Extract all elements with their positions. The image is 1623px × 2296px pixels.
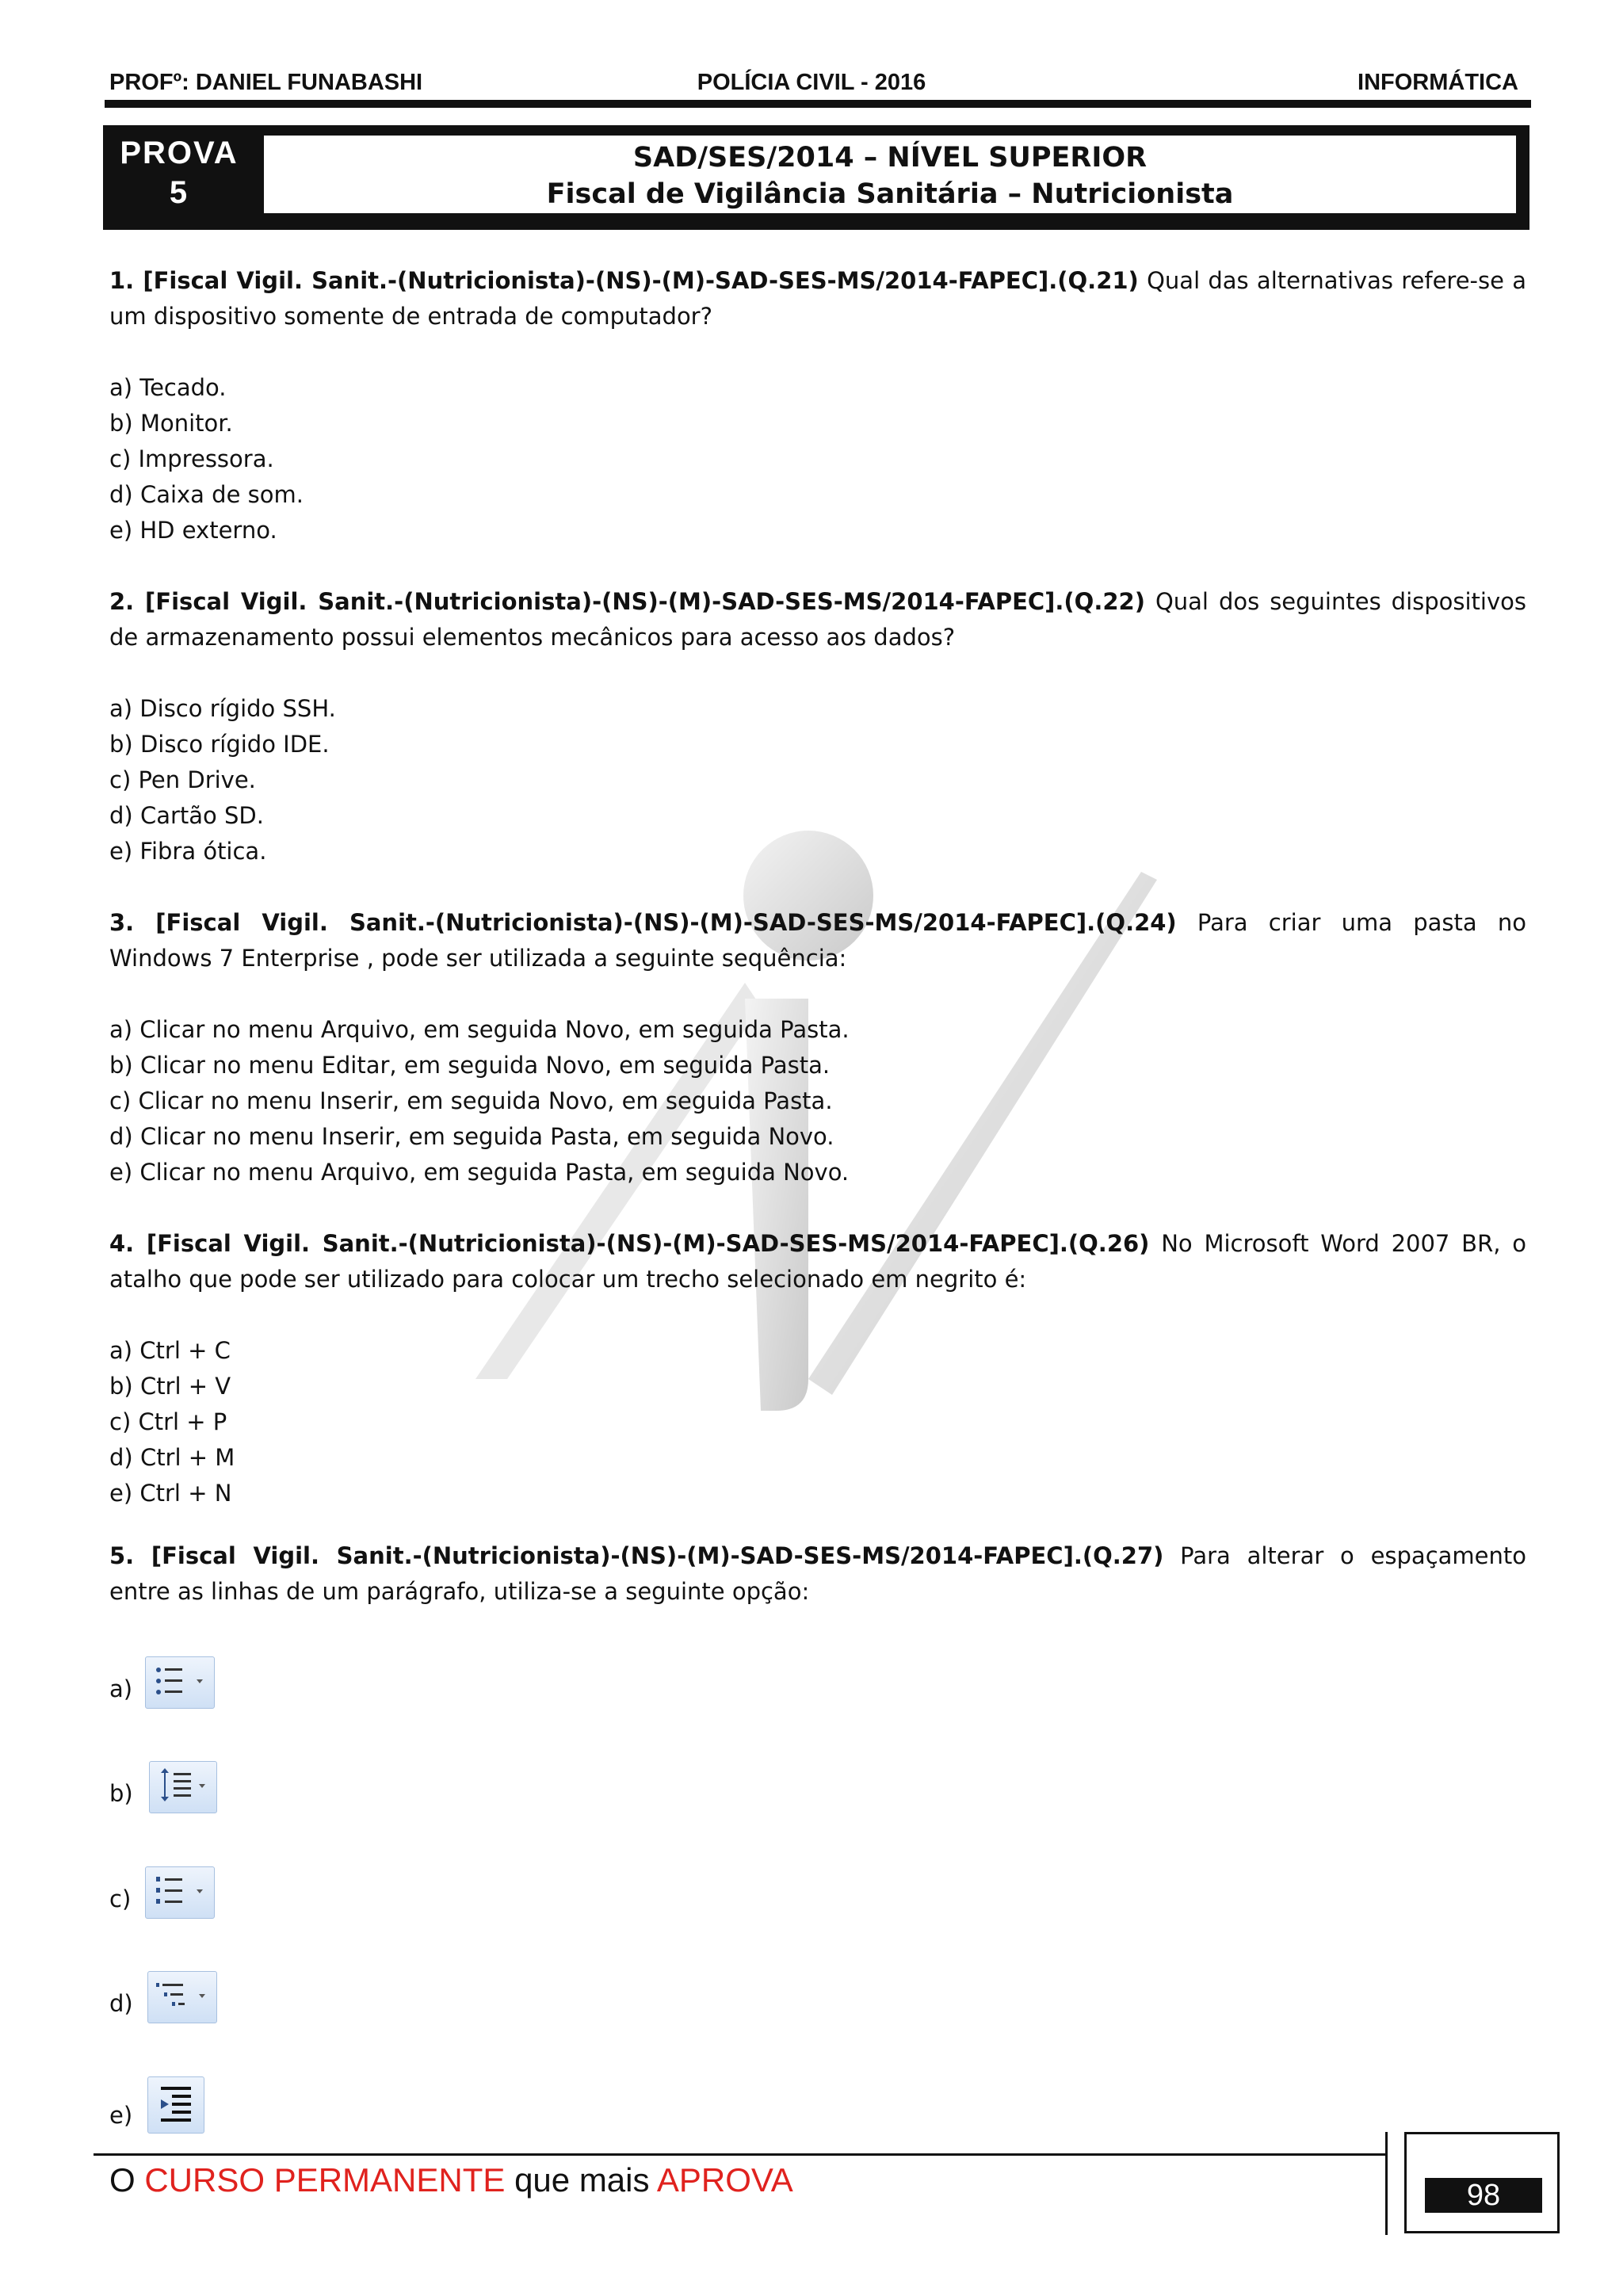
option-letter: a) (109, 1675, 133, 1702)
multilevel-list-icon (147, 1971, 217, 2023)
option-e: e) Fibra ótica. (109, 838, 267, 865)
option-c: c) Ctrl + P (109, 1408, 227, 1435)
question-stem (109, 1226, 1526, 1297)
prova-title-line1: SAD/SES/2014 – NÍVEL SUPERIOR (632, 142, 1148, 174)
question-5 (109, 1538, 1526, 1610)
header-rule (105, 100, 1531, 108)
option-d: d) Caixa de som. (109, 481, 304, 508)
slogan-highlight-1: CURSO PERMANENTE (144, 2161, 506, 2199)
prova-label (113, 133, 246, 222)
option-b: b) Clicar no menu Editar, em seguida Novo, em seguida Pasta. (109, 1052, 831, 1079)
option-b: b) Monitor. (109, 410, 233, 437)
option-letter: d) (109, 1990, 133, 2017)
option-e: e) Clicar no menu Arquivo, em seguida Pasta, em seguida Novo. (109, 1159, 850, 1186)
option-e: e) Ctrl + N (109, 1480, 232, 1507)
header-author: PROFº: DANIEL FUNABASHI (109, 70, 423, 95)
option-list (109, 370, 1526, 548)
question-text: Qual dos seguintes dispositivos de armazenamento possui elementos mecânicos para acesso aos dados? (109, 588, 1526, 651)
header-subject: INFORMÁTICA (1358, 70, 1518, 95)
numbering-icon (145, 1866, 215, 1919)
option-d: d) Clicar no menu Inserir, em seguida Pasta, em seguida Novo. (109, 1123, 834, 1150)
option-a: a) Tecado. (109, 374, 227, 401)
question-reference: 2. [Fiscal Vigil. Sanit.-(Nutricionista)-(NS)-(M)-SAD-SES-MS/2014-FAPEC].(Q.22) (109, 588, 1145, 615)
option-e: e) HD externo. (109, 517, 277, 544)
question-4 (109, 1226, 1526, 1511)
slogan-part-1: O (109, 2161, 145, 2199)
option-a: a) Ctrl + C (109, 1337, 231, 1364)
line-spacing-icon (149, 1761, 217, 1813)
prova-label-word: PROVA (120, 136, 239, 170)
decrease-indent-icon (147, 2076, 204, 2134)
option-d: d) Cartão SD. (109, 802, 264, 829)
question-stem (109, 905, 1526, 976)
slogan-part-3: que mais (505, 2161, 657, 2199)
header-exam: POLÍCIA CIVIL - 2016 (697, 70, 926, 95)
question-reference: 1. [Fiscal Vigil. Sanit.-(Nutricionista)-(NS)-(M)-SAD-SES-MS/2014-FAPEC].(Q.21) (109, 267, 1139, 294)
bullets-icon (145, 1656, 215, 1709)
question-text: No Microsoft Word 2007 BR, o atalho que pode ser utilizado para colocar um trecho selecionado em negrito é: (109, 1230, 1526, 1293)
option-list (109, 1333, 1526, 1511)
prova-label-number: 5 (169, 175, 189, 210)
option-list (109, 691, 1526, 869)
prova-title-line2: Fiscal de Vigilância Sanitária – Nutricionista (546, 178, 1234, 210)
option-c: c) Clicar no menu Inserir, em seguida Novo, em seguida Pasta. (109, 1087, 833, 1114)
option-b: b) Disco rígido IDE. (109, 731, 330, 758)
question-reference: 5. [Fiscal Vigil. Sanit.-(Nutricionista)-(NS)-(M)-SAD-SES-MS/2014-FAPEC].(Q.27) (109, 1542, 1164, 1569)
question-stem (109, 263, 1526, 334)
slogan-highlight-2: APROVA (656, 2161, 793, 2199)
prova-title (262, 133, 1518, 216)
question-text: Para alterar o espaçamento entre as linhas de um parágrafo, utiliza-se a seguinte opção: (109, 1542, 1526, 1605)
footer-divider (1385, 2132, 1388, 2235)
question-reference: 3. [Fiscal Vigil. Sanit.-(Nutricionista)-(NS)-(M)-SAD-SES-MS/2014-FAPEC].(Q.24) (109, 909, 1177, 936)
option-a: a) Disco rígido SSH. (109, 695, 336, 722)
question-reference: 4. [Fiscal Vigil. Sanit.-(Nutricionista)-(NS)-(M)-SAD-SES-MS/2014-FAPEC].(Q.26) (109, 1230, 1150, 1257)
question-stem (109, 1538, 1526, 1610)
question-3 (109, 905, 1526, 1190)
footer-slogan (109, 2161, 793, 2199)
option-d: d) Ctrl + M (109, 1444, 235, 1471)
option-a: a) Clicar no menu Arquivo, em seguida Novo, em seguida Pasta. (109, 1016, 850, 1043)
option-c: c) Pen Drive. (109, 766, 256, 793)
option-b: b) Ctrl + V (109, 1373, 231, 1400)
option-c: c) Impressora. (109, 445, 274, 472)
option-letter: e) (109, 2102, 133, 2129)
question-text: Qual das alternativas refere-se a um dispositivo somente de entrada de computador? (109, 267, 1527, 330)
question-text: Para criar uma pasta no Windows 7 Enterprise , pode ser utilizada a seguinte sequência: (109, 909, 1527, 972)
question-stem (109, 584, 1526, 655)
page-number: 98 (1425, 2178, 1542, 2213)
option-list (109, 1012, 1526, 1190)
option-letter: c) (109, 1885, 132, 1912)
option-letter: b) (109, 1780, 133, 1807)
question-1 (109, 263, 1526, 548)
question-2 (109, 584, 1526, 869)
footer-rule (94, 2153, 1387, 2156)
